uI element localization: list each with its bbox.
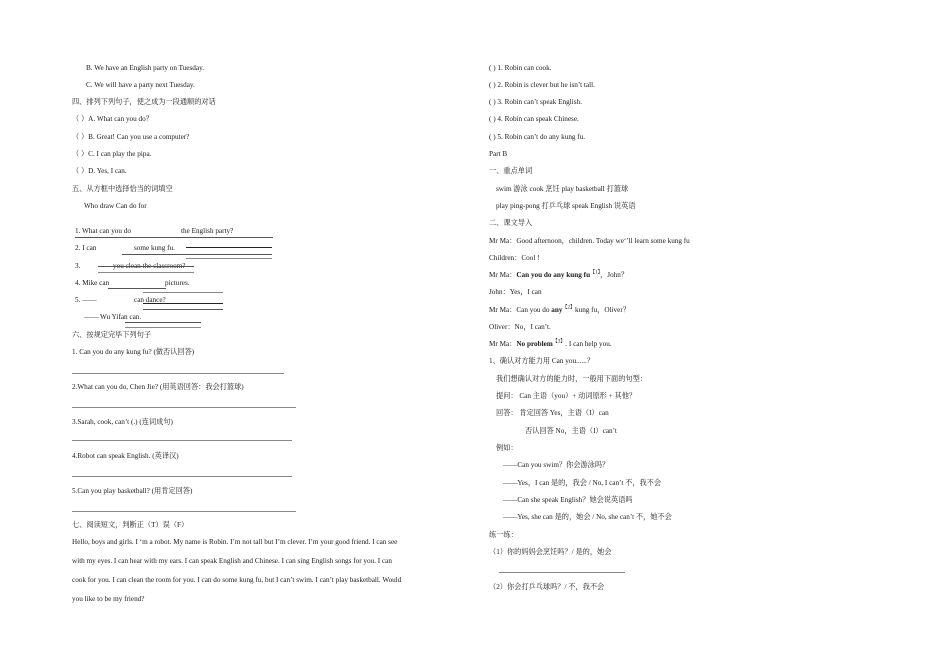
footnote-marker: 【1】 [590, 270, 601, 276]
transform-item-1: 1. Can you do any kung fu? (做否认回答) [72, 348, 195, 356]
answer-line [72, 476, 292, 477]
answer-line [72, 511, 296, 512]
word-box: Who draw Can do for [84, 202, 147, 210]
part-heading: Part B [489, 150, 508, 158]
fill-item-4-pre: 4. Mike can [75, 279, 110, 287]
tf-item-3: ( ) 3. Robin can’t speak English. [489, 98, 582, 106]
option-c: C. We will have a party next Tuesday. [86, 81, 195, 89]
blank-line [125, 327, 201, 328]
blank-line [108, 288, 166, 289]
fill-item-2-post: some kung fu. [134, 244, 175, 252]
fill-item-4-post: pictures. [165, 279, 190, 287]
blank-line [186, 258, 272, 259]
grammar-answer-no: 否认回答 No，主语（I）can’t [525, 427, 617, 435]
grammar-intro: 我们想确认对方的能力时，一般用下面的句型： [496, 375, 647, 383]
vocab-title: 一、重点单词 [489, 167, 533, 175]
blank-line [143, 292, 223, 293]
reorder-item-d: （ ）D. Yes, I can. [72, 167, 127, 175]
grammar-title: 1、确认对方能力用 Can you......？ [489, 357, 595, 365]
reorder-item-b: （ ）B. Great! Can you use a computer? [72, 133, 190, 141]
dialog-line-1: Mr Ma：Good afternoon，children. Today we‘’ll learn some kung fu [489, 237, 690, 245]
answer-line [499, 572, 625, 573]
dialog-line-5: Mr Ma：Can you do any$^{【2】}$kung fu，Oliver？ [489, 305, 630, 314]
transform-item-4: 4.Robot can speak English. (英译汉) [72, 452, 179, 460]
reorder-item-c: （ ）C. I can play the pipa. [72, 150, 152, 158]
fill-item-3-pre: 3. [75, 262, 81, 270]
blank-line [186, 247, 272, 248]
vocab-line-1: swim 游泳 cook 烹饪 play basketball 打篮球 [496, 185, 629, 193]
example-label: 例如： [496, 444, 518, 452]
dialog-line-7: Mr Ma：No problem$^{【3】}$. I can help you. [489, 339, 612, 348]
blank-line [125, 322, 201, 323]
answer-line [72, 407, 296, 408]
fill-item-2-pre: 2. I can [75, 244, 97, 252]
section-4-title: 四、排列下列句子，使之成为一段通顺的对话 [72, 98, 216, 106]
blank-line [143, 309, 223, 310]
blank-line [143, 303, 223, 304]
dialog-line-6: Oliver：No，I can’t. [489, 323, 551, 331]
tf-item-2: ( ) 2. Robin is clever but he isn’t tall. [489, 81, 595, 89]
tf-item-4: ( ) 4. Robin can speak Chinese. [489, 115, 579, 123]
key-phrase: any [551, 306, 563, 314]
example-4: ——Yes, she can 是的，她会 / No, she can’t 不，她不会 [503, 513, 672, 521]
transform-item-2: 2.What can you do, Chen Jie? (用英语回答：我会打篮球) [72, 383, 244, 391]
practice-title: 练一练： [489, 531, 518, 539]
fill-item-3-post: you clean the classroom? [113, 262, 186, 270]
fill-item-1-post: the English party? [181, 227, 234, 235]
dialog-line-4: John：Yes，I can [489, 288, 542, 296]
fill-item-1-pre: 1. What can you do [75, 227, 131, 235]
blank-line [75, 237, 273, 238]
footnote-marker: 【2】 [562, 305, 575, 311]
section-7-title: 七、阅读短文，判断正（T）误（F） [72, 521, 189, 529]
dialog-line-3: Mr Ma：Can you do any kung $fu^{【1】}$，John？ [489, 270, 629, 279]
vocab-line-2: play ping-pong 打乒乓球 speak English 说英语 [496, 202, 636, 210]
fill-item-5-post: can dance? [134, 296, 166, 304]
key-phrase: No problem [516, 340, 553, 348]
section-5-title: 五、从方框中选择恰当的词填空 [72, 185, 173, 193]
reorder-item-a: （ ）A. What can you do？ [72, 115, 153, 123]
fill-item-5-pre: 5. —— [75, 296, 97, 304]
example-1: ——Can you swim？你会游泳吗？ [503, 461, 610, 469]
footnote-marker: 【3】 [552, 339, 566, 345]
answer-line [72, 440, 292, 441]
lesson-title: 二、课文导入 [489, 219, 533, 227]
tf-item-5: ( ) 5. Robin can’t do any kung fu. [489, 133, 586, 141]
reading-line-4: you like to be my friend? [72, 595, 145, 603]
practice-q1: （1）你的妈妈会烹饪吗？/ 是的，她会 [489, 548, 612, 556]
grammar-ask: 提问： Can 主语（you）+ 动词原形 + 其他？ [496, 392, 637, 400]
reading-line-2: with my eyes. I can hear with my ears. I can speak English and Chinese. I can sing English songs for you. I can [72, 557, 392, 565]
example-3: ——Can she speak English？她会说英语吗 [503, 496, 633, 504]
practice-q2: （2）你会打乒乓球吗？/ 不，我不会 [489, 583, 605, 591]
dialog-line-2: Children：Cool ! [489, 254, 540, 262]
example-2: ——Yes，I can 是的，我会 / No, I can’t 不，我不会 [503, 479, 662, 487]
reading-line-3: cook for you. I can clean the room for you. I can do some kung fu, but I can’t swim. I can’t play basketball. Would [72, 576, 402, 584]
option-b: B. We have an English party on Tuesday. [86, 64, 205, 72]
grammar-answer-yes: 回答： 肯定回答 Yes，主语（I）can [496, 409, 609, 417]
tf-item-1: ( ) 1. Robin can cook. [489, 64, 552, 72]
section-6-title: 六、按规定完毕下列句子 [72, 331, 152, 339]
reading-line-1: Hello, boys and girls. I ‘m a robot. My name is Robin. I’m not tall but I’m clever. I’m your good friend. I can see [72, 538, 398, 546]
answer-line [72, 373, 284, 374]
blank-line [98, 266, 194, 267]
blank-line [98, 272, 194, 273]
fill-answer-line: —— Wu Yifan can. [84, 313, 142, 321]
blank-line [122, 254, 272, 255]
transform-item-5: 5.Can you play basketball? (用肯定回答) [72, 487, 193, 495]
key-phrase: Can you do any kung fu [516, 271, 591, 279]
transform-item-3: 3.Sarah, cook, can’t (.) (连词成句) [72, 418, 173, 426]
